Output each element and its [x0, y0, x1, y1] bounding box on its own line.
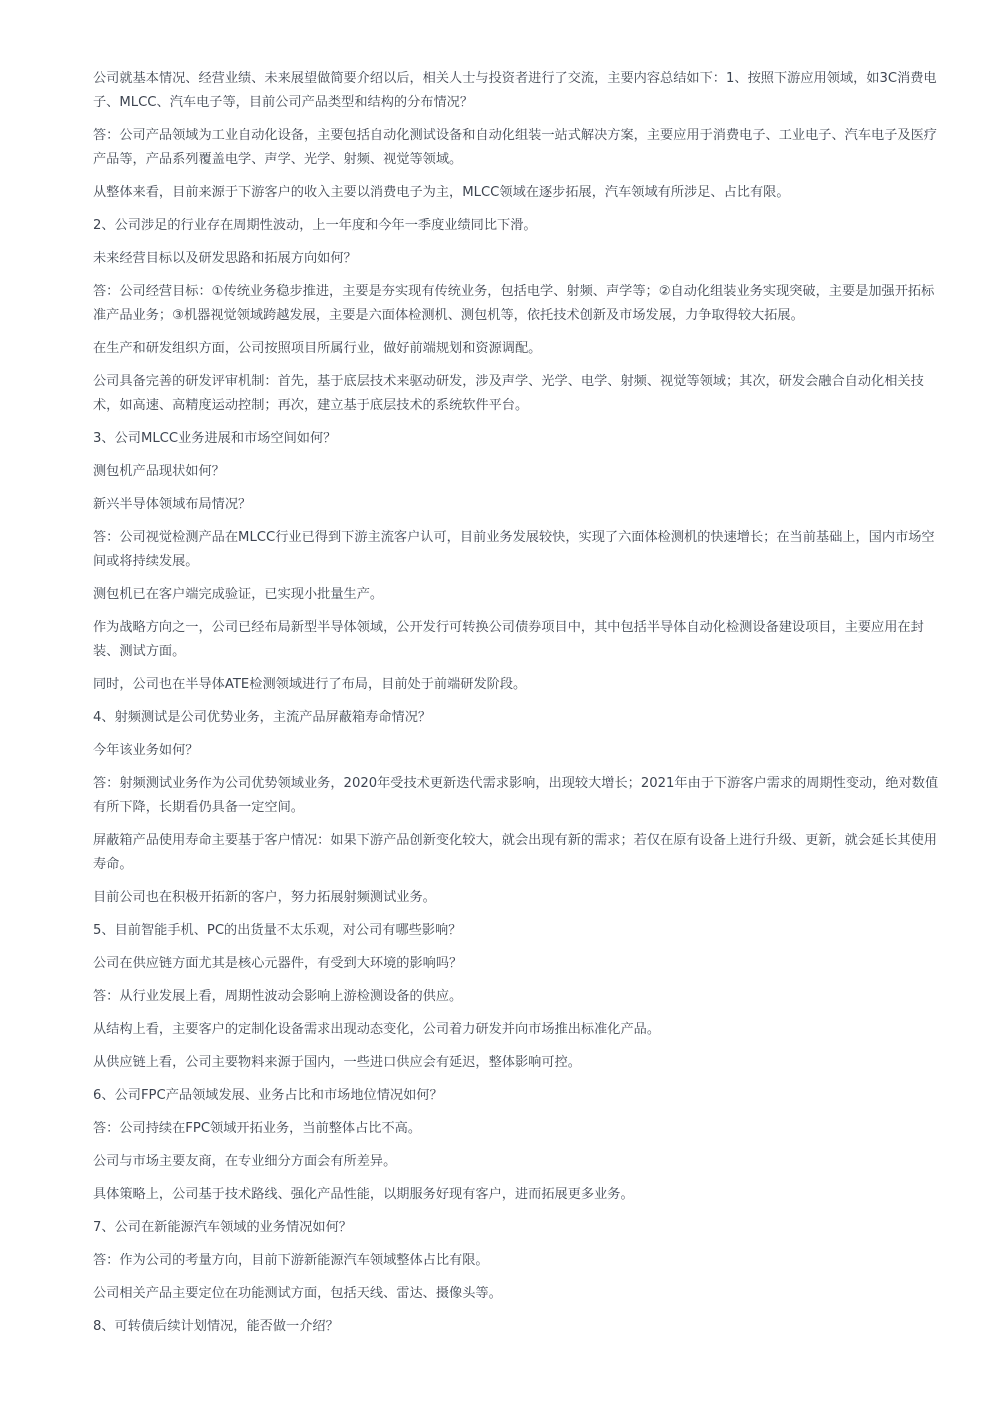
- paragraph: 未来经营目标以及研发思路和拓展方向如何？: [93, 251, 357, 266]
- paragraph: 答：作为公司的考量方向，目前下游新能源汽车领域整体占比有限。: [93, 1253, 489, 1268]
- paragraph: 答：从行业发展上看，周期性波动会影响上游检测设备的供应。: [93, 989, 463, 1004]
- paragraph: 从结构上看，主要客户的定制化设备需求出现动态变化，公司着力研发并向市场推出标准化产品。: [93, 1022, 661, 1037]
- paragraph: 作为战略方向之一，公司已经布局新型半导体领域，公开发行可转换公司债券项目中，其中包括半导体自动化检测设备建设项目，主要应用在封装、测试方面。: [93, 620, 924, 659]
- paragraph: 新兴半导体领域布局情况？: [93, 497, 252, 512]
- paragraph: 公司就基本情况、经营业绩、未来展望做简要介绍以后，相关人士与投资者进行了交流，主要内容总结如下：1、按照下游应用领域，如3C消费电子、MLCC、汽车电子等，目前公司产品类型和结构的分布情况？: [93, 71, 937, 110]
- paragraph: 同时，公司也在半导体ATE检测领域进行了布局，目前处于前端研发阶段。: [93, 677, 527, 692]
- paragraph: 公司与市场主要友商，在专业细分方面会有所差异。: [93, 1154, 397, 1169]
- paragraph: 具体策略上，公司基于技术路线、强化产品性能，以期服务好现有客户，进而拓展更多业务。: [93, 1187, 634, 1202]
- paragraph: 5、目前智能手机、PC的出货量不太乐观，对公司有哪些影响？: [93, 923, 462, 938]
- paragraph: 2、公司涉足的行业存在周期性波动，上一年度和今年一季度业绩同比下滑。: [93, 218, 537, 233]
- paragraph: 答：公司视觉检测产品在MLCC行业已得到下游主流客户认可，目前业务发展较快，实现了六面体检测机的快速增长；在当前基础上，国内市场空间或将持续发展。: [93, 530, 935, 569]
- paragraph: 公司相关产品主要定位在功能测试方面，包括天线、雷达、摄像头等。: [93, 1286, 502, 1301]
- paragraph: 4、射频测试是公司优势业务，主流产品屏蔽箱寿命情况？: [93, 710, 432, 725]
- paragraph: 8、可转债后续计划情况，能否做一介绍？: [93, 1319, 339, 1334]
- paragraph: 公司在供应链方面尤其是核心元器件，有受到大环境的影响吗？: [93, 956, 463, 971]
- paragraph: 答：射频测试业务作为公司优势领域业务，2020年受技术更新迭代需求影响，出现较大增长；2021年由于下游客户需求的周期性变动，绝对数值有所下降，长期看仍具备一定空间。: [93, 776, 939, 815]
- paragraph: 今年该业务如何？: [93, 743, 199, 758]
- paragraph: 公司具备完善的研发评审机制：首先，基于底层技术来驱动研发，涉及声学、光学、电学、射频、视觉等领域；其次，研发会融合自动化相关技术，如高速、高精度运动控制；再次，建立基于底层技术的系统软件平台。: [93, 374, 924, 413]
- paragraph: 测包机产品现状如何？: [93, 464, 225, 479]
- paragraph: 在生产和研发组织方面，公司按照项目所属行业，做好前端规划和资源调配。: [93, 341, 542, 356]
- paragraph: 测包机已在客户端完成验证，已实现小批量生产。: [93, 587, 384, 602]
- paragraph: 3、公司MLCC业务进展和市场空间如何？: [93, 431, 337, 446]
- paragraph: 答：公司经营目标：①传统业务稳步推进，主要是夯实现有传统业务，包括电学、射频、声学等；②自动化组装业务实现突破，主要是加强开拓标准产品业务；③机器视觉领域跨越发展，主要是六面体检测机、测包机等，依托技术创新及市场发展，力争取得较大拓展。: [93, 284, 935, 323]
- paragraph: 6、公司FPC产品领域发展、业务占比和市场地位情况如何？: [93, 1088, 443, 1103]
- paragraph: 答：公司产品领域为工业自动化设备，主要包括自动化测试设备和自动化组装一站式解决方案，主要应用于消费电子、工业电子、汽车电子及医疗产品等，产品系列覆盖电学、声学、光学、射频、视觉等领域。: [93, 128, 937, 167]
- paragraph: 屏蔽箱产品使用寿命主要基于客户情况：如果下游产品创新变化较大，就会出现有新的需求；若仅在原有设备上进行升级、更新，就会延长其使用寿命。: [93, 833, 937, 872]
- paragraph: 目前公司也在积极开拓新的客户，努力拓展射频测试业务。: [93, 890, 436, 905]
- paragraph: 从整体来看，目前来源于下游客户的收入主要以消费电子为主，MLCC领域在逐步拓展，汽车领域有所涉足、占比有限。: [93, 185, 790, 200]
- paragraph: 答：公司持续在FPC领域开拓业务，当前整体占比不高。: [93, 1121, 422, 1136]
- paragraph: 从供应链上看，公司主要物料来源于国内，一些进口供应会有延迟，整体影响可控。: [93, 1055, 581, 1070]
- paragraph: 7、公司在新能源汽车领域的业务情况如何？: [93, 1220, 352, 1235]
